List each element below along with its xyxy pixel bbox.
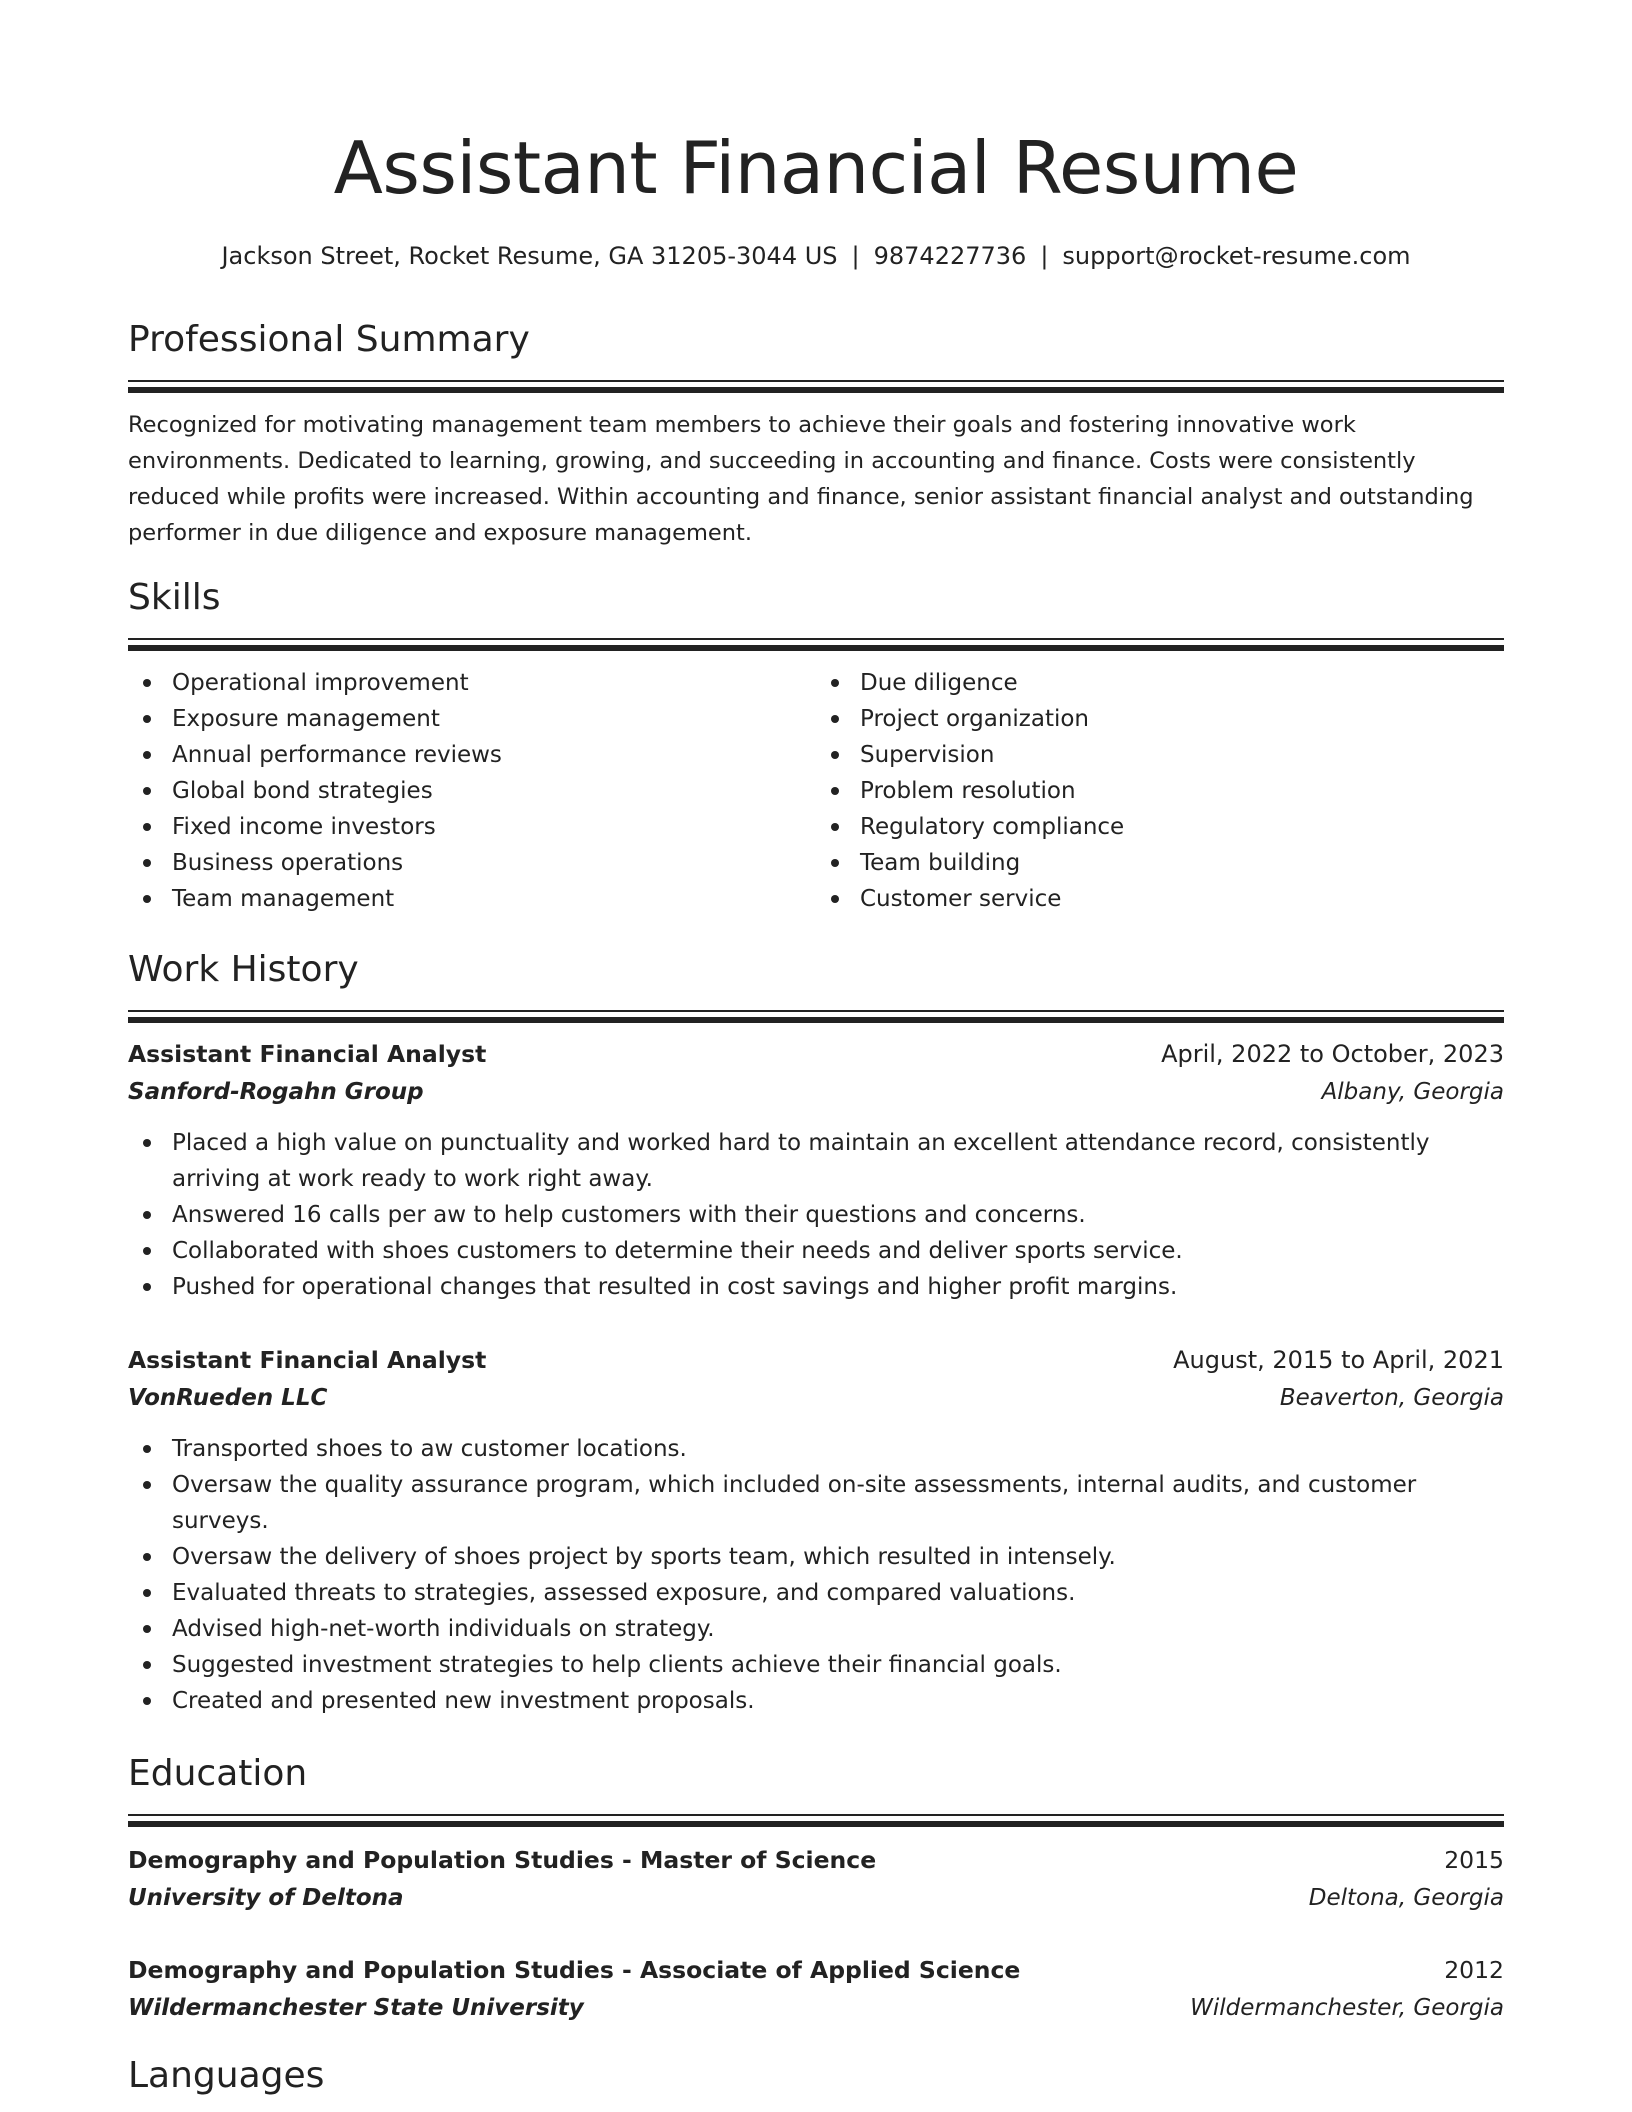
skills-list-left (128, 665, 816, 917)
degree: Demography and Population Studies - Associate of Applied Science (128, 1956, 1021, 1984)
skill-item: Regulatory compliance (860, 809, 1504, 845)
education-entry (128, 1841, 1504, 1917)
summary-text: Recognized for motivating management team members to achieve their goals and fostering innovative work environments. Dedicated to learning, growing, and succeeding in accounting and finance. Costs were consistently reduced while profits were increased. Within accounting and finance, senior assistant financial analyst and outstanding performer in due diligence and exposure management. (128, 412, 1474, 546)
skills-section (128, 574, 1504, 917)
skill-item: Due diligence (860, 665, 1504, 701)
job-bullet: Pushed for operational changes that resulted in cost savings and higher profit margins. (172, 1269, 1504, 1305)
section-divider-thick (128, 1017, 1504, 1023)
job-bullet: Suggested investment strategies to help clients achieve their financial goals. (172, 1647, 1504, 1683)
section-divider-thick (128, 1821, 1504, 1827)
section-divider (128, 638, 1504, 640)
email: support@rocket-resume.com (1062, 242, 1411, 270)
job-bullet: Oversaw the delivery of shoes project by sports team, which resulted in intensely. (172, 1539, 1504, 1575)
skill-item: Team management (172, 881, 816, 917)
job-entry (128, 1035, 1504, 1305)
skill-item: Exposure management (172, 701, 816, 737)
job-bullet: Transported shoes to aw customer locations. (172, 1431, 1504, 1467)
graduation-year: 2015 (1444, 1846, 1504, 1874)
company-name: VonRueden LLC (128, 1385, 328, 1411)
job-bullets (128, 1125, 1504, 1305)
job-bullet: Answered 16 calls per aw to help customers with their questions and concerns. (172, 1197, 1504, 1233)
degree: Demography and Population Studies - Master of Science (128, 1846, 877, 1874)
job-bullet: Placed a high value on punctuality and worked hard to maintain an excellent attendance record, consistently arriving at work ready to work right away. (172, 1125, 1504, 1197)
job-dates: April, 2022 to October, 2023 (1161, 1040, 1504, 1068)
job-bullet: Collaborated with shoes customers to determine their needs and deliver sports service. (172, 1233, 1504, 1269)
section-title-work: Work History (128, 949, 359, 990)
skill-item: Business operations (172, 845, 816, 881)
section-title-summary: Professional Summary (128, 319, 530, 360)
job-bullets (128, 1431, 1504, 1719)
contact-separator: | (1040, 242, 1049, 270)
section-divider (128, 1010, 1504, 1012)
job-entry (128, 1341, 1504, 1719)
company-name: Sanford-Rogahn Group (128, 1079, 424, 1105)
job-title: Assistant Financial Analyst (128, 1346, 487, 1374)
school-name: University of Deltona (128, 1885, 404, 1911)
school-location: Deltona, Georgia (1308, 1885, 1504, 1911)
section-title-skills: Skills (128, 577, 221, 618)
summary-section (128, 316, 1504, 551)
job-bullet: Created and presented new investment proposals. (172, 1683, 1504, 1719)
skill-item: Operational improvement (172, 665, 816, 701)
skill-item: Project organization (860, 701, 1504, 737)
phone: 9874227736 (873, 242, 1027, 270)
skill-item: Problem resolution (860, 773, 1504, 809)
section-divider (128, 380, 1504, 382)
job-bullet: Advised high-net-worth individuals on strategy. (172, 1611, 1504, 1647)
graduation-year: 2012 (1444, 1956, 1504, 1984)
job-title: Assistant Financial Analyst (128, 1040, 487, 1068)
skill-item: Annual performance reviews (172, 737, 816, 773)
skill-item: Global bond strategies (172, 773, 816, 809)
skill-item: Team building (860, 845, 1504, 881)
contact-separator: | (851, 242, 860, 270)
school-name: Wildermanchester State University (128, 1995, 584, 2021)
address: Jackson Street, Rocket Resume, GA 31205-3044 US (221, 242, 838, 270)
skill-item: Customer service (860, 881, 1504, 917)
job-bullet: Oversaw the quality assurance program, which included on-site assessments, internal audits, and customer surveys. (172, 1467, 1504, 1539)
job-location: Albany, Georgia (1321, 1079, 1504, 1105)
education-section (128, 1750, 1504, 1827)
skills-columns (128, 665, 1504, 917)
section-divider (128, 1814, 1504, 1816)
skill-item: Supervision (860, 737, 1504, 773)
section-title-education: Education (128, 1753, 308, 1794)
education-entry (128, 1951, 1504, 2027)
skills-list-right (816, 665, 1504, 917)
skill-item: Fixed income investors (172, 809, 816, 845)
resume-title: Assistant Financial Resume (333, 126, 1299, 210)
languages-section (128, 2052, 1504, 2100)
school-location: Wildermanchester, Georgia (1190, 1995, 1504, 2021)
section-divider-thick (128, 387, 1504, 393)
section-title-languages: Languages (128, 2055, 325, 2096)
job-location: Beaverton, Georgia (1279, 1385, 1504, 1411)
work-history-section (128, 946, 1504, 1023)
contact-line (128, 236, 1504, 276)
job-bullet: Evaluated threats to strategies, assessed exposure, and compared valuations. (172, 1575, 1504, 1611)
job-dates: August, 2015 to April, 2021 (1173, 1346, 1504, 1374)
section-divider-thick (128, 645, 1504, 651)
